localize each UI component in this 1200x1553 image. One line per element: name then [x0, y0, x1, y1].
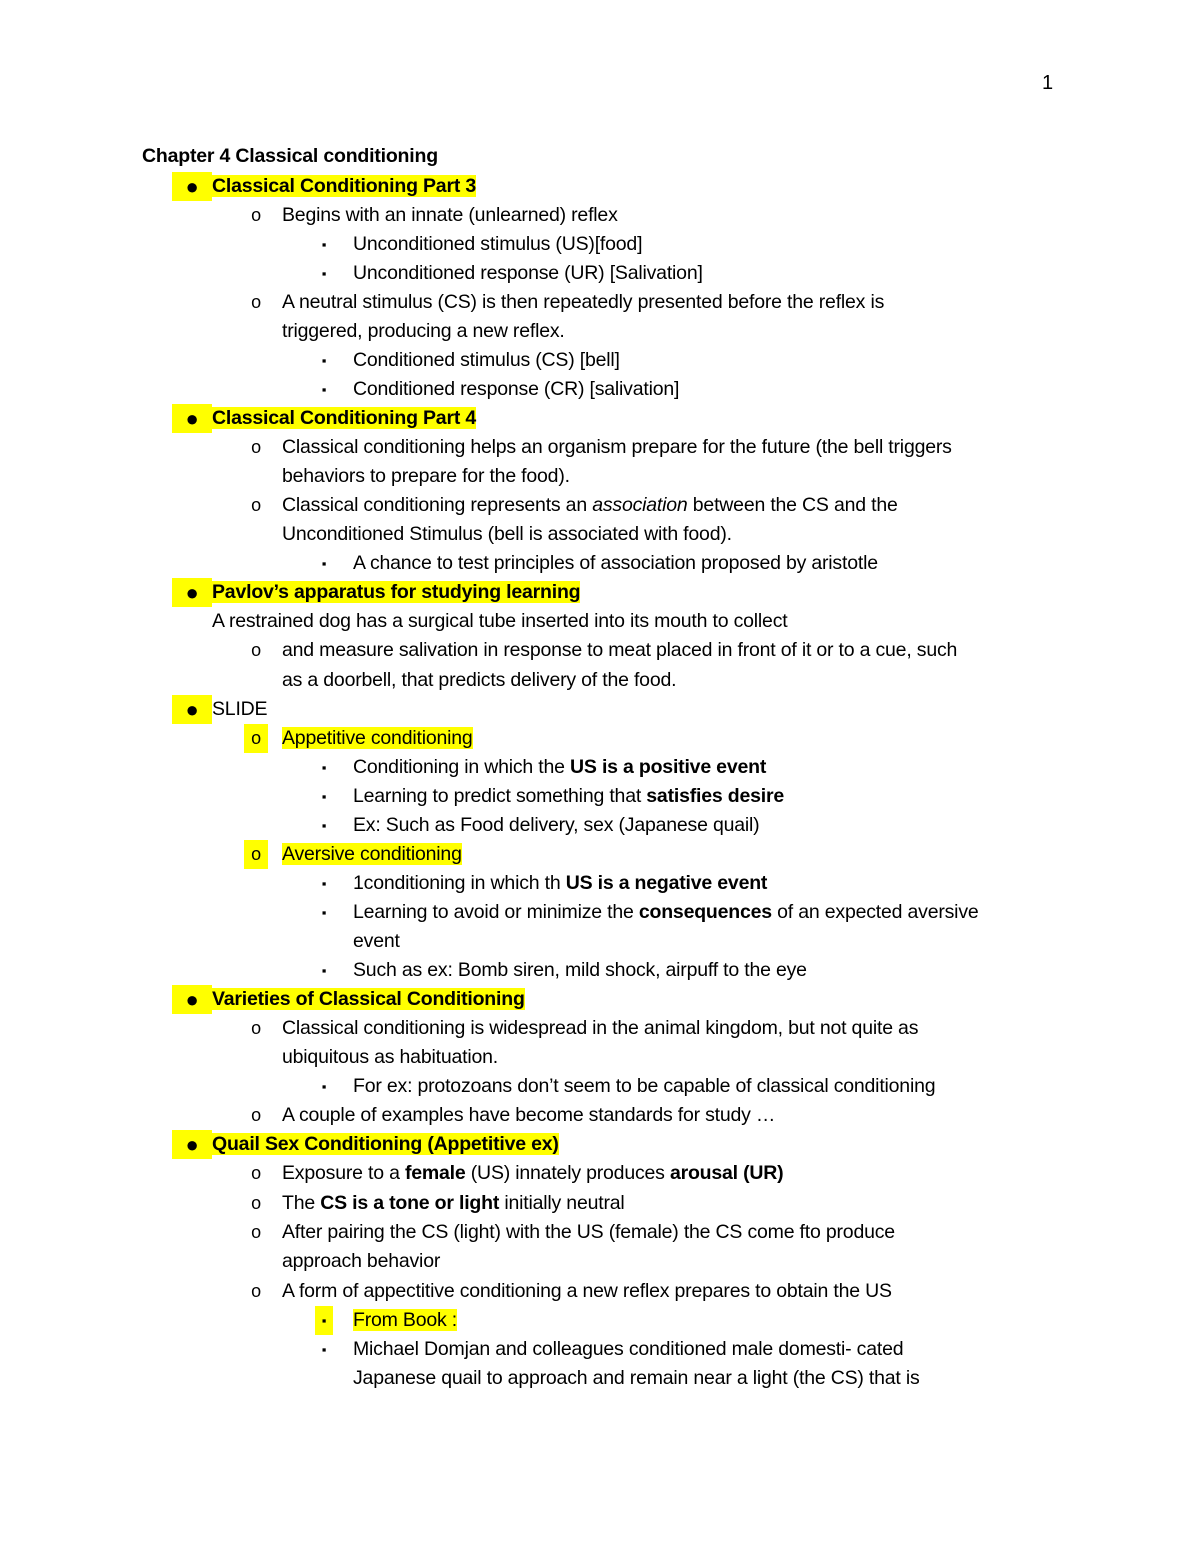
outline-text: Such as ex: Bomb siren, mild shock, airpuff to the eye [353, 959, 807, 981]
outline-item-level2 [282, 288, 884, 317]
bullet-level1-icon: ● [172, 695, 212, 724]
bullet-level2-icon: o [251, 1163, 261, 1183]
outline-text: Unconditioned stimulus (US)[food] [353, 233, 643, 255]
bullet-level2-icon: o [251, 1281, 261, 1301]
bullet-level3-icon: ▪ [321, 1079, 327, 1094]
outline-text: Learning to avoid or minimize the [353, 901, 639, 923]
bullet-level2-icon: o [244, 724, 268, 753]
outline-text: US is a negative event [565, 872, 768, 894]
outline-text: approach behavior [282, 1250, 441, 1272]
bullet-level3-icon: ▪ [321, 818, 327, 833]
bullet-level3-icon: ▪ [321, 353, 327, 368]
outline-item-level2 [282, 201, 618, 230]
bullet-level3-icon: ▪ [321, 876, 327, 891]
outline-text: between the CS and the [687, 494, 898, 516]
outline-item-level3 [353, 1364, 920, 1393]
bullet-level2-icon: o [251, 205, 261, 225]
outline-item-level1 [212, 578, 580, 607]
outline-text: After pairing the CS (light) with the US (female) the CS come fto produce [282, 1221, 895, 1243]
outline-item-level3 [353, 869, 767, 898]
outline-text: CS is a tone or light [320, 1192, 500, 1214]
page-number: 1 [1042, 72, 1054, 94]
outline-text: Aversive conditioning [282, 843, 462, 865]
bullet-level3-icon: ▪ [321, 905, 327, 920]
outline-text: SLIDE [212, 698, 268, 720]
outline-item-level2 [282, 1043, 498, 1072]
outline-text: Classical conditioning helps an organism prepare for the future (the bell triggers [282, 436, 952, 458]
outline-item-level2 [282, 840, 462, 869]
bullet-level1-icon: ● [172, 1130, 212, 1159]
outline-text: A neutral stimulus (CS) is then repeatedly presented before the reflex is [282, 291, 885, 313]
outline-text: ubiquitous as habituation. [282, 1046, 498, 1068]
outline-item-level2 [282, 462, 570, 491]
bullet-level1-icon: ● [172, 985, 212, 1014]
outline-item-level3 [353, 230, 642, 259]
bullet-level2-icon: o [251, 1222, 261, 1242]
bullet-level2-icon: o [251, 1193, 261, 1213]
outline-text: Japanese quail to approach and remain near a light (the CS) that is [353, 1367, 920, 1389]
outline-item-level2 [282, 1218, 895, 1247]
bullet-level3-icon: ▪ [321, 1342, 327, 1357]
bullet-level2-icon: o [251, 437, 261, 457]
outline-text: triggered, producing a new reflex. [282, 320, 565, 342]
outline-item-level3 [353, 259, 703, 288]
outline-item-level3 [353, 1306, 457, 1335]
bullet-level1-icon: ● [172, 172, 212, 201]
outline-text: Begins with an innate (unlearned) reflex [282, 204, 618, 226]
outline-item-level2 [282, 724, 473, 753]
outline-item-level3 [353, 898, 979, 927]
outline-text: A couple of examples have become standards for study … [282, 1104, 776, 1126]
outline-item-level3 [353, 1335, 903, 1364]
outline-item-level1 [212, 172, 476, 201]
outline-item-level3 [353, 811, 759, 840]
outline-item-level2 [282, 1277, 892, 1306]
outline-text: arousal (UR) [669, 1162, 784, 1184]
bullet-level3-icon: ▪ [321, 556, 327, 571]
outline-item-level2 [282, 433, 952, 462]
bullet-level2-icon: o [251, 495, 261, 515]
bullet-level3-icon: ▪ [321, 789, 327, 804]
outline-text: Exposure to a [282, 1162, 405, 1184]
outline-text: Conditioning in which the [353, 756, 571, 778]
outline-item-level2 [282, 1101, 775, 1130]
outline-text: The [282, 1192, 321, 1214]
outline-item-level3 [353, 549, 878, 578]
outline-text: Varieties of Classical Conditioning [212, 988, 525, 1010]
bullet-level3-icon: ▪ [321, 382, 327, 397]
outline-text: initially neutral [499, 1192, 625, 1214]
outline-text: Classical Conditioning Part 4 [212, 407, 477, 429]
outline-item-level3 [353, 346, 620, 375]
outline-item-level3 [353, 956, 807, 985]
outline-text: For ex: protozoans don’t seem to be capable of classical conditioning [353, 1075, 936, 1097]
outline-item-level3 [353, 375, 679, 404]
outline-text: of an expected aversive [771, 901, 979, 923]
bullet-level3-icon: ▪ [321, 266, 327, 281]
outline-text: Conditioned stimulus (CS) [bell] [353, 349, 620, 371]
bullet-level2-icon: o [251, 1018, 261, 1038]
outline-text: Michael Domjan and colleagues conditioned male domesti- cated [353, 1338, 904, 1360]
outline-text: From Book : [353, 1309, 457, 1331]
outline-item-level2 [282, 491, 898, 520]
outline-item-level3 [353, 753, 766, 782]
outline-text: female [404, 1162, 466, 1184]
outline-text: and measure salivation in response to meat placed in front of it or to a cue, such [282, 639, 958, 661]
outline-text: A chance to test principles of association proposed by aristotle [353, 552, 878, 574]
outline-text: Unconditioned response (UR) [Salivation] [353, 262, 703, 284]
outline-text: Classical conditioning represents an [282, 494, 593, 516]
bullet-level1-icon: ● [172, 578, 212, 607]
outline-text: event [353, 930, 400, 952]
outline-text: as a doorbell, that predicts delivery of the food. [282, 669, 677, 691]
outline-item-level3 [353, 782, 784, 811]
bullet-level3-icon: ▪ [321, 963, 327, 978]
outline-text: (US) innately produces [465, 1162, 670, 1184]
outline-text: Learning to predict something that [353, 785, 647, 807]
bullet-level3-icon: ▪ [315, 1306, 333, 1335]
outline-item-level3 [353, 927, 400, 956]
outline-item-level1 [212, 1130, 559, 1159]
outline-text: US is a positive event [570, 756, 767, 778]
bullet-level2-icon: o [251, 640, 261, 660]
outline-item-level3 [353, 1072, 935, 1101]
outline-text: consequences [638, 901, 772, 923]
outline-item-level1 [212, 607, 787, 636]
outline-text: A form of appectitive conditioning a new reflex prepares to obtain the US [282, 1280, 892, 1302]
outline-text: Quail Sex Conditioning (Appetitive ex) [212, 1133, 559, 1155]
bullet-level3-icon: ▪ [321, 760, 327, 775]
outline-item-level2 [282, 1247, 440, 1276]
outline-text: Conditioned response (CR) [salivation] [353, 378, 680, 400]
outline-item-level1 [212, 985, 525, 1014]
outline-text: A restrained dog has a surgical tube inserted into its mouth to collect [212, 610, 788, 632]
outline-text: Classical conditioning is widespread in the animal kingdom, but not quite as [282, 1017, 919, 1039]
outline-text: Appetitive conditioning [282, 727, 473, 749]
outline-item-level2 [282, 1159, 783, 1188]
outline-item-level2 [282, 666, 676, 695]
bullet-level2-icon: o [251, 292, 261, 312]
outline-text: Ex: Such as Food delivery, sex (Japanese quail) [353, 814, 760, 836]
outline-item-level2 [282, 520, 732, 549]
bullet-level1-icon: ● [172, 404, 212, 433]
page-title: Chapter 4 Classical conditioning [142, 145, 438, 167]
outline-text: 1conditioning in which th [353, 872, 566, 894]
bullet-level2-icon: o [251, 1105, 261, 1125]
outline-item-level2 [282, 317, 565, 346]
outline-item-level2 [282, 636, 957, 665]
outline-text: satisfies desire [646, 785, 784, 807]
outline-text: Classical Conditioning Part 3 [212, 175, 477, 197]
bullet-level2-icon: o [244, 840, 268, 869]
outline-item-level2 [282, 1014, 918, 1043]
outline-text: association [592, 494, 688, 516]
outline-item-level1 [212, 695, 267, 724]
outline-text: Pavlov’s apparatus for studying learning [212, 581, 581, 603]
bullet-level3-icon: ▪ [321, 237, 327, 252]
outline-item-level2 [282, 1189, 625, 1218]
outline-item-level1 [212, 404, 476, 433]
outline-text: behaviors to prepare for the food). [282, 465, 570, 487]
outline-text: Unconditioned Stimulus (bell is associated with food). [282, 523, 732, 545]
